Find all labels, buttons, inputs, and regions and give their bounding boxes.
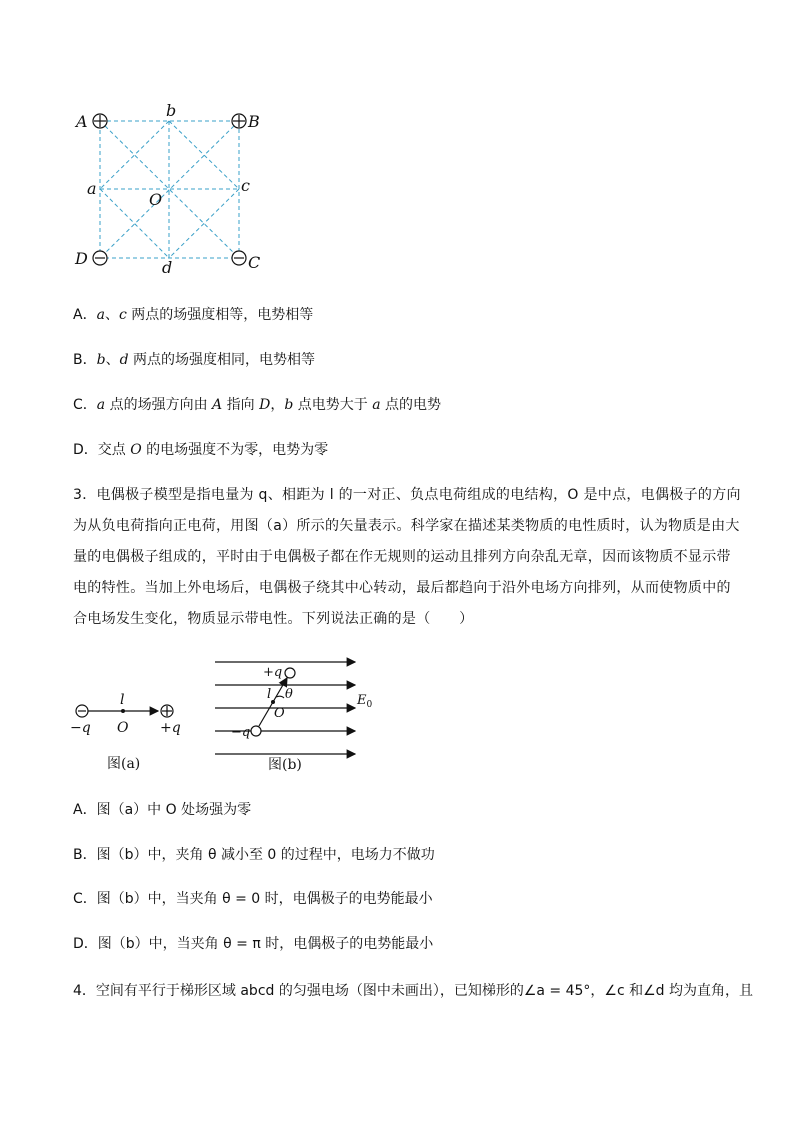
angle-arc — [276, 696, 284, 698]
fig-a-label-O: O — [117, 720, 129, 736]
q4-stem: 4．空间有平行于梯形区域 abcd 的匀强电场（图中未画出），已知梯形的∠a = 45°，∠c 和∠d 均为直角，且 — [73, 983, 754, 999]
label-D: D — [75, 249, 88, 268]
q2-option-b: B．b、d 两点的场强度相同，电势相等 — [73, 352, 315, 368]
negative-charge-icon — [76, 705, 88, 717]
label-O: O — [149, 190, 163, 209]
q2-option-a: A．a、c 两点的场强度相等，电势相等 — [73, 307, 314, 323]
fig-a-label-neg-q: −q — [70, 720, 91, 736]
positive-charge-icon — [161, 705, 173, 717]
center-point — [121, 709, 125, 713]
fig-b-label-pos-q: +q — [263, 665, 283, 680]
negative-charge-C — [232, 251, 246, 265]
label-c: c — [241, 176, 250, 195]
q2-option-c: C．a 点的场强方向由 A 指向 D，b 点电势大于 a 点的电势 — [73, 397, 441, 413]
label-C: C — [248, 253, 261, 272]
label-d: d — [162, 258, 173, 277]
dipole-figure-b — [205, 650, 390, 775]
label-b: b — [166, 101, 177, 120]
negative-charge-icon — [251, 726, 261, 736]
fig-a-label-pos-q: +q — [160, 720, 181, 736]
q2-option-d: D．交点 O 的电场强度不为零，电势为零 — [73, 442, 329, 458]
q3-stem-line-4: 电的特性。当加上外电场后，电偶极子绕其中心转动，最后都趋向于沿外电场方向排列，从而使物质中的 — [73, 580, 731, 596]
negative-charge-D — [93, 251, 107, 265]
dipole-figure-a — [65, 680, 195, 775]
label-a: a — [87, 179, 97, 198]
fig-b-label-O: O — [274, 706, 285, 721]
charge-square-figure — [60, 95, 280, 280]
label-A: A — [76, 112, 88, 131]
positive-charge-B — [232, 114, 246, 128]
q3-option-b: B．图（b）中，夹角 θ 减小至 0 的过程中，电场力不做功 — [73, 847, 435, 863]
q3-stem-line-2: 为从负电荷指向正电荷，用图（a）所示的矢量表示。科学家在描述某类物质的电性质时，认为物质是由大 — [73, 518, 740, 534]
fig-b-caption: 图(b) — [268, 757, 302, 773]
fig-b-label-theta: θ — [285, 687, 293, 702]
fig-a-label-l: l — [120, 692, 125, 708]
fig-b-label-l: l — [267, 687, 272, 702]
q3-option-d: D．图（b）中，当夹角 θ = π 时，电偶极子的电势能最小 — [73, 936, 434, 952]
q3-stem — [73, 480, 741, 635]
center-point — [271, 700, 275, 704]
fig-b-label-E0: $E_0$ — [357, 693, 373, 710]
q3-stem-line-3: 量的电偶极子组成的，平时由于电偶极子都在作无规则的运动且排列方向杂乱无章，因而该物质不显示带 — [73, 549, 731, 565]
q3-option-a: A．图（a）中 O 处场强为零 — [73, 802, 252, 818]
label-B: B — [248, 112, 260, 131]
field-lines — [215, 662, 355, 754]
q3-stem-line-1: 3．电偶极子模型是指电量为 q、相距为 l 的一对正、负点电荷组成的电结构，O 是中点，电偶极子的方向 — [73, 487, 741, 503]
fig-a-caption: 图(a) — [107, 756, 141, 772]
fig-b-label-neg-q: −q — [231, 725, 251, 740]
positive-charge-A — [93, 114, 107, 128]
q3-option-c: C．图（b）中，当夹角 θ = 0 时，电偶极子的电势能最小 — [73, 891, 433, 907]
positive-charge-icon — [285, 668, 295, 678]
q3-stem-line-5: 合电场发生变化，物质显示带电性。下列说法正确的是（ ） — [73, 611, 474, 627]
dashed-grid — [100, 121, 239, 258]
